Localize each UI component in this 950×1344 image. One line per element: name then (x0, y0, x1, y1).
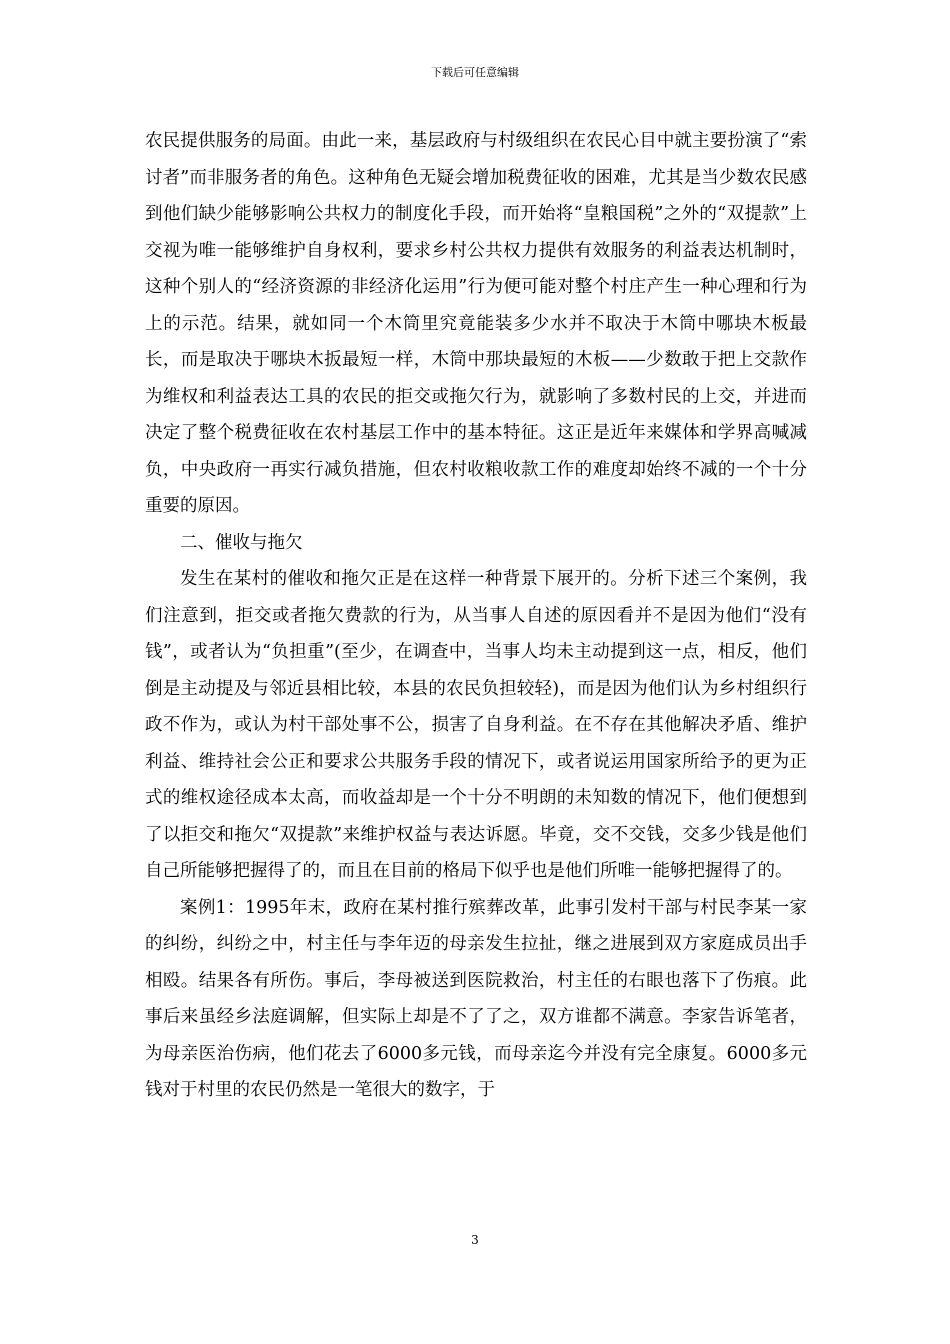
page-header: 下载后可任意编辑 (431, 66, 519, 79)
document-body (145, 123, 807, 1109)
paragraph-case-1: 案例1：1995年末，政府在某村推行殡葬改革，此事引发村干部与村民李某一家的纠纷，纠纷之中，村主任与李年迈的母亲发生拉扯，继之进展到双方家庭成员出手相殴。结果各有所伤。事后，李母被送到医院救治，村主任的右眼也落下了伤痕。此事后来虽经乡法庭调解，但实际上却是不了了之，双方谁都不满意。李家告诉笔者，为母亲医治伤病，他们花去了6000多元钱，而母亲迄今并没有完全康复。6000多元钱对于村里的农民仍然是一笔很大的数字，于 (145, 897, 807, 1100)
page-number: 3 (471, 1233, 479, 1247)
paragraph-continuation: 农民提供服务的局面。由此一来，基层政府与村级组织在农民心目中就主要扮演了“索讨者”而非服务者的角色。这种角色无疑会增加税费征收的困难，尤其是当少数农民感到他们缺少能够影响公共权力的制度化手段，而开始将“皇粮国税”之外的“双提款”上交视为唯一能够维护自身权利，要求乡村公共权力提供有效服务的利益表达机制时，这种个别人的“经济资源的非经济化运用”行为便可能对整个村庄产生一种心理和行为上的示范。结果，就如同一个木筒里究竟能装多少水并不取决于木筒中哪块木板最长，而是取决于哪块木扳最短一样，木筒中那块最短的木板——少数敢于把上交款作为维权和利益表达工具的农民的拒交或拖欠行为，就影响了多数村民的上交，并进而决定了整个税费征收在农村基层工作中的基本特征。这正是近年来媒体和学界高喊减负，中央政府一再实行减负措施，但农村收粮收款工作的难度却始终不减的一个十分重要的原因。 (145, 131, 807, 516)
paragraph-analysis: 发生在某村的催收和拖欠正是在这样一种背景下展开的。分析下述三个案例，我们注意到，拒交或者拖欠费款的行为，从当事人自述的原因看并不是因为他们“没有钱”，或者认为“负担重”(至少，在调查中，当事人均未主动提到这一点，相反，他们倒是主动提及与邻近县相比较，本县的农民负担较轻)，而是因为他们认为乡村组织行政不作为，或认为村干部处事不公，损害了自身利益。在不存在其他解决矛盾、维护利益、维持社会公正和要求公共服务手段的情况下，或者说运用国家所给予的更为正式的维权途径成本太高，而收益却是一个十分不明朗的未知数的情况下，他们便想到了以拒交和拖欠“双提款”来维护权益与表达诉愿。毕竟，交不交钱，交多少钱是他们自己所能够把握得了的，而且在目前的格局下似乎也是他们所唯一能够把握得了的。 (145, 569, 807, 881)
section-heading: 二、催收与拖欠 (180, 532, 303, 553)
